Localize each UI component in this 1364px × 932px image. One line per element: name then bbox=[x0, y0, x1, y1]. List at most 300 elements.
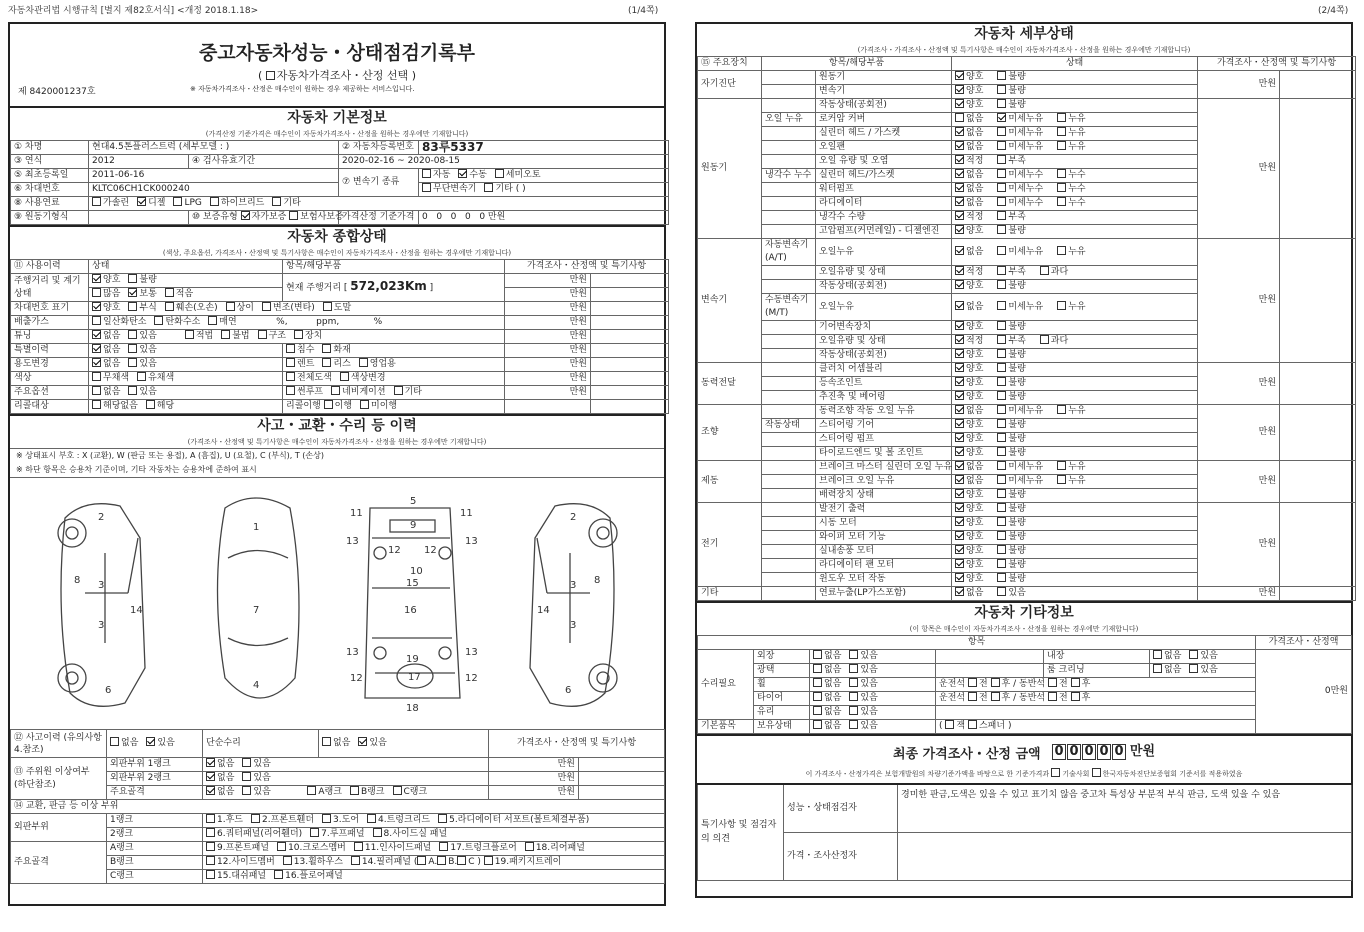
status-checkbox[interactable] bbox=[955, 363, 964, 372]
gas-co-checkbox[interactable] bbox=[92, 316, 101, 325]
detail-row bbox=[698, 71, 1356, 85]
frame-b-checkbox[interactable] bbox=[350, 786, 359, 795]
trans-cvt-checkbox[interactable] bbox=[422, 183, 431, 192]
status-checkbox[interactable] bbox=[1057, 475, 1066, 484]
part-13-checkbox[interactable] bbox=[283, 856, 292, 865]
vin: KLTC06CH1CK000240 bbox=[89, 183, 339, 197]
doc-subtitle: ( 자동차가격조사・산정 선택 ) bbox=[258, 69, 416, 82]
status-label: 미세누유 bbox=[1008, 142, 1044, 152]
part-label-2: 2 bbox=[98, 512, 105, 523]
status-checkbox[interactable] bbox=[1057, 183, 1066, 192]
status-label: 없음 bbox=[966, 476, 984, 486]
tire-driver-rear-checkbox[interactable] bbox=[991, 692, 1000, 701]
status-checkbox[interactable] bbox=[955, 321, 964, 330]
recall-notdone-checkbox[interactable] bbox=[360, 400, 369, 409]
status-checkbox[interactable] bbox=[997, 113, 1006, 122]
status-checkbox[interactable] bbox=[955, 280, 964, 289]
status-label: 양호 bbox=[966, 86, 984, 96]
trans-auto-checkbox[interactable] bbox=[422, 169, 431, 178]
status-checkbox[interactable] bbox=[997, 419, 1006, 428]
frame-a-parts: 9.프론트패널 10.크로스멤버 11.인사이드패널 17.트렁크플로어 18.리어패널 bbox=[203, 842, 665, 856]
wheel-pass-rear-checkbox[interactable] bbox=[1071, 678, 1080, 687]
status-checkbox[interactable] bbox=[997, 169, 1006, 178]
status-label: 미세누유 bbox=[1008, 462, 1044, 472]
status-checkbox[interactable] bbox=[997, 461, 1006, 470]
status-checkbox[interactable] bbox=[1057, 301, 1066, 310]
part-15-checkbox[interactable] bbox=[206, 870, 215, 879]
status-checkbox[interactable] bbox=[955, 197, 964, 206]
status-label: 미세누유 bbox=[1008, 128, 1044, 138]
part-17-checkbox[interactable] bbox=[439, 842, 448, 851]
accident-yes-checkbox[interactable] bbox=[146, 737, 155, 746]
status-checkbox[interactable] bbox=[997, 183, 1006, 192]
exterior-none-checkbox[interactable] bbox=[813, 650, 822, 659]
std-engineer-checkbox[interactable] bbox=[1051, 768, 1060, 777]
status-label: 누수 bbox=[1068, 198, 1086, 208]
status-checkbox[interactable] bbox=[955, 545, 964, 554]
option-navi-checkbox[interactable] bbox=[331, 386, 340, 395]
interior-yes-checkbox[interactable] bbox=[1189, 650, 1198, 659]
wheel-none-checkbox[interactable] bbox=[813, 678, 822, 687]
color-full-paint-checkbox[interactable] bbox=[286, 372, 295, 381]
frame-none-checkbox[interactable] bbox=[206, 786, 215, 795]
status-label: 양호 bbox=[966, 378, 984, 388]
tire-driver-front-checkbox[interactable] bbox=[968, 692, 977, 701]
outer2-none-checkbox[interactable] bbox=[206, 772, 215, 781]
gloss-yes-checkbox[interactable] bbox=[849, 664, 858, 673]
detail-subgroup bbox=[762, 587, 816, 601]
simple-none-checkbox[interactable] bbox=[322, 737, 331, 746]
part-label-13b-r: 13 bbox=[465, 647, 478, 658]
detail-subgroup: 수동변속기 (M/T) bbox=[762, 294, 816, 321]
detail-subgroup bbox=[762, 71, 816, 85]
status-checkbox[interactable] bbox=[997, 559, 1006, 568]
color-achromatic-checkbox[interactable] bbox=[92, 372, 101, 381]
detail-group-label: 제동 bbox=[698, 461, 762, 503]
status-checkbox[interactable] bbox=[997, 211, 1006, 220]
status-label: 양호 bbox=[966, 518, 984, 528]
part-1-checkbox[interactable] bbox=[206, 814, 215, 823]
tire-none-checkbox[interactable] bbox=[813, 692, 822, 701]
tire-yes-checkbox[interactable] bbox=[849, 692, 858, 701]
warranty-insurance-checkbox[interactable] bbox=[289, 211, 298, 220]
part-label-3b-r: 3 bbox=[570, 620, 577, 631]
recall-done-checkbox[interactable] bbox=[324, 400, 333, 409]
status-checkbox[interactable] bbox=[997, 405, 1006, 414]
vin-painted-checkbox[interactable] bbox=[323, 302, 332, 311]
trans-semi-checkbox[interactable] bbox=[495, 169, 504, 178]
tool-spanner-checkbox[interactable] bbox=[968, 720, 977, 729]
status-checkbox[interactable] bbox=[955, 141, 964, 150]
status-checkbox[interactable] bbox=[955, 169, 964, 178]
status-checkbox[interactable] bbox=[997, 573, 1006, 582]
tuning-legal-checkbox[interactable] bbox=[185, 330, 194, 339]
status-checkbox[interactable] bbox=[955, 475, 964, 484]
gas-hc-checkbox[interactable] bbox=[154, 316, 163, 325]
option-other-checkbox[interactable] bbox=[394, 386, 403, 395]
simple-yes-checkbox[interactable] bbox=[358, 737, 367, 746]
status-checkbox[interactable] bbox=[955, 531, 964, 540]
status-checkbox[interactable] bbox=[955, 377, 964, 386]
status-checkbox[interactable] bbox=[1057, 141, 1066, 150]
part-8-checkbox[interactable] bbox=[373, 828, 382, 837]
status-checkbox[interactable] bbox=[955, 405, 964, 414]
detail-price: 만원 bbox=[1198, 71, 1280, 99]
detail-remark bbox=[1280, 363, 1356, 405]
first-registration: 2011-06-16 bbox=[89, 169, 339, 183]
status-label: 부족 bbox=[1008, 212, 1026, 222]
detail-item: 기어변속장치 bbox=[816, 321, 952, 335]
part-label-2-r: 2 bbox=[570, 512, 577, 523]
mileage-readout: 현재 주행거리 [ 572,023Km ] bbox=[283, 274, 505, 302]
status-checkbox[interactable] bbox=[955, 587, 964, 596]
vin-altered-checkbox[interactable] bbox=[262, 302, 271, 311]
part-6-checkbox[interactable] bbox=[206, 828, 215, 837]
detail-status bbox=[952, 141, 1198, 155]
status-checkbox[interactable] bbox=[997, 321, 1006, 330]
part-18-checkbox[interactable] bbox=[525, 842, 534, 851]
status-label: 있음 bbox=[1008, 588, 1026, 598]
status-checkbox[interactable] bbox=[955, 503, 964, 512]
frame-c-checkbox[interactable] bbox=[393, 786, 402, 795]
wheel-pass-front-checkbox[interactable] bbox=[1048, 678, 1057, 687]
recall-applicable-checkbox[interactable] bbox=[146, 400, 155, 409]
status-checkbox[interactable] bbox=[955, 85, 964, 94]
mileage-low-checkbox[interactable] bbox=[165, 288, 174, 297]
detail-status bbox=[952, 127, 1198, 141]
status-label: 없음 bbox=[966, 114, 984, 124]
detail-status bbox=[952, 197, 1198, 211]
status-checkbox[interactable] bbox=[955, 266, 964, 275]
page-number-2: (2/4쪽) bbox=[1318, 6, 1349, 16]
part-3-checkbox[interactable] bbox=[322, 814, 331, 823]
status-label: 양호 bbox=[966, 574, 984, 584]
status-checkbox[interactable] bbox=[997, 246, 1006, 255]
status-checkbox[interactable] bbox=[997, 517, 1006, 526]
vin-corrode-checkbox[interactable] bbox=[128, 302, 137, 311]
use-lease-checkbox[interactable] bbox=[322, 358, 331, 367]
wheel-yes-checkbox[interactable] bbox=[849, 678, 858, 687]
status-checkbox[interactable] bbox=[955, 211, 964, 220]
status-checkbox[interactable] bbox=[955, 559, 964, 568]
pillar-b-checkbox[interactable] bbox=[437, 856, 446, 865]
status-checkbox[interactable] bbox=[1040, 266, 1049, 275]
tuning-struct-checkbox[interactable] bbox=[258, 330, 267, 339]
option-none-checkbox[interactable] bbox=[92, 386, 101, 395]
status-checkbox[interactable] bbox=[1040, 335, 1049, 344]
option-sunroof-checkbox[interactable] bbox=[286, 386, 295, 395]
status-checkbox[interactable] bbox=[955, 335, 964, 344]
left-rear-wheel bbox=[58, 664, 86, 692]
std-assoc-checkbox[interactable] bbox=[1092, 768, 1101, 777]
status-checkbox[interactable] bbox=[997, 363, 1006, 372]
option-yes-checkbox[interactable] bbox=[128, 386, 137, 395]
outer1-yes-checkbox[interactable] bbox=[242, 758, 251, 767]
outer1-none-checkbox[interactable] bbox=[206, 758, 215, 767]
color-chromatic-checkbox[interactable] bbox=[137, 372, 146, 381]
vin-damaged-checkbox[interactable] bbox=[165, 302, 174, 311]
detail-item: 스티어링 펌프 bbox=[816, 433, 952, 447]
status-checkbox[interactable] bbox=[997, 197, 1006, 206]
frame-a-checkbox[interactable] bbox=[307, 786, 316, 795]
part-10-checkbox[interactable] bbox=[277, 842, 286, 851]
detail-subgroup bbox=[762, 197, 816, 211]
detail-subgroup bbox=[762, 475, 816, 489]
status-checkbox[interactable] bbox=[997, 433, 1006, 442]
status-checkbox[interactable] bbox=[955, 127, 964, 136]
price-check-checkbox[interactable] bbox=[266, 71, 275, 80]
pillar-c-checkbox[interactable] bbox=[457, 856, 466, 865]
detail-subgroup bbox=[762, 559, 816, 573]
status-checkbox[interactable] bbox=[997, 71, 1006, 80]
other-section: 자동차 기타정보 (이 항목은 매수인이 자동차가격조사・산정을 원하는 경우에만 기재합니다) bbox=[697, 601, 1351, 635]
tool-none-checkbox[interactable] bbox=[813, 720, 822, 729]
status-checkbox[interactable] bbox=[997, 447, 1006, 456]
status-label: 없음 bbox=[966, 184, 984, 194]
special-flood-checkbox[interactable] bbox=[286, 344, 295, 353]
status-checkbox[interactable] bbox=[997, 531, 1006, 540]
detail-price: 만원 bbox=[1198, 239, 1280, 363]
status-checkbox[interactable] bbox=[955, 99, 964, 108]
status-checkbox[interactable] bbox=[955, 183, 964, 192]
detail-subgroup bbox=[762, 183, 816, 197]
detail-remark bbox=[1280, 587, 1356, 601]
status-checkbox[interactable] bbox=[1057, 246, 1066, 255]
part-label-14-r: 14 bbox=[537, 605, 550, 616]
use-yes-checkbox[interactable] bbox=[128, 358, 137, 367]
tuning-yes-checkbox[interactable] bbox=[128, 330, 137, 339]
status-label: 없음 bbox=[966, 406, 984, 416]
special-yes-checkbox[interactable] bbox=[128, 344, 137, 353]
part-label-1: 1 bbox=[253, 522, 260, 533]
detail-status bbox=[952, 461, 1198, 475]
detail-item: 작동상태(공회전) bbox=[816, 280, 952, 294]
status-label: 양호 bbox=[966, 392, 984, 402]
status-checkbox[interactable] bbox=[955, 447, 964, 456]
frame-yes-checkbox[interactable] bbox=[242, 786, 251, 795]
detail-subgroup bbox=[762, 573, 816, 587]
detail-subgroup bbox=[762, 225, 816, 239]
status-checkbox[interactable] bbox=[997, 99, 1006, 108]
detail-remark bbox=[1280, 71, 1356, 99]
status-label: 미세누유 bbox=[1008, 476, 1044, 486]
trans-options-1: 자동 수동 세미오토 bbox=[419, 169, 669, 183]
detail-item: 추진축 및 베어링 bbox=[816, 391, 952, 405]
fuel-diesel-checkbox[interactable] bbox=[137, 197, 146, 206]
detail-item: 워터펌프 bbox=[816, 183, 952, 197]
status-checkbox[interactable] bbox=[955, 113, 964, 122]
status-checkbox[interactable] bbox=[997, 391, 1006, 400]
special-none-checkbox[interactable] bbox=[92, 344, 101, 353]
detail-subgroup bbox=[762, 99, 816, 113]
status-label: 없음 bbox=[966, 128, 984, 138]
mileage-good-checkbox[interactable] bbox=[92, 274, 101, 283]
tuning-device-checkbox[interactable] bbox=[294, 330, 303, 339]
status-checkbox[interactable] bbox=[955, 517, 964, 526]
outer2-parts: 6.쿼터패널(리어휀더) 7.루프패널 8.사이드실 패널 bbox=[203, 828, 665, 842]
detail-subgroup bbox=[762, 447, 816, 461]
detail-subgroup bbox=[762, 349, 816, 363]
color-change-checkbox[interactable] bbox=[340, 372, 349, 381]
gas-smoke-checkbox[interactable] bbox=[208, 316, 217, 325]
status-checkbox[interactable] bbox=[955, 489, 964, 498]
warranty-self-checkbox[interactable] bbox=[241, 211, 250, 220]
status-checkbox[interactable] bbox=[997, 225, 1006, 234]
detail-row bbox=[698, 405, 1356, 419]
detail-item: 실린더 헤드/가스켓 bbox=[816, 169, 952, 183]
mileage-bad-checkbox[interactable] bbox=[128, 274, 137, 283]
detail-item: 연료누출(LP가스포함) bbox=[816, 587, 952, 601]
accident-none-checkbox[interactable] bbox=[110, 737, 119, 746]
status-checkbox[interactable] bbox=[997, 127, 1006, 136]
detail-item: 타이로드엔드 및 볼 조인트 bbox=[816, 447, 952, 461]
glass-yes-checkbox[interactable] bbox=[849, 706, 858, 715]
status-checkbox[interactable] bbox=[955, 301, 964, 310]
status-label: 불량 bbox=[1008, 100, 1026, 110]
status-checkbox[interactable] bbox=[997, 141, 1006, 150]
special-fire-checkbox[interactable] bbox=[322, 344, 331, 353]
status-checkbox[interactable] bbox=[997, 489, 1006, 498]
recall-na-checkbox[interactable] bbox=[92, 400, 101, 409]
status-checkbox[interactable] bbox=[1057, 461, 1066, 470]
detail-remark bbox=[1280, 503, 1356, 587]
exterior-yes-checkbox[interactable] bbox=[849, 650, 858, 659]
status-checkbox[interactable] bbox=[1057, 197, 1066, 206]
status-label: 불량 bbox=[1008, 490, 1026, 500]
part-label-11-l: 11 bbox=[350, 508, 363, 519]
detail-subgroup bbox=[762, 211, 816, 225]
detail-subgroup bbox=[762, 531, 816, 545]
part-4-checkbox[interactable] bbox=[367, 814, 376, 823]
detail-subgroup bbox=[762, 280, 816, 294]
detail-subgroup bbox=[762, 461, 816, 475]
part-2-checkbox[interactable] bbox=[251, 814, 260, 823]
clean-yes-checkbox[interactable] bbox=[1189, 664, 1198, 673]
status-checkbox[interactable] bbox=[1057, 405, 1066, 414]
status-checkbox[interactable] bbox=[955, 573, 964, 582]
status-checkbox[interactable] bbox=[955, 246, 964, 255]
accident-section: 사고・교환・수리 등 이력 (가격조사・산정액 및 특기사항은 매수인이 자동차가격조사・산정을 원하는 경우에만 기재합니다) bbox=[10, 414, 664, 448]
status-checkbox[interactable] bbox=[997, 587, 1006, 596]
status-checkbox[interactable] bbox=[997, 85, 1006, 94]
detail-group-label: 변속기 bbox=[698, 239, 762, 363]
part-5-checkbox[interactable] bbox=[438, 814, 447, 823]
pillar-a-checkbox[interactable] bbox=[417, 856, 426, 865]
vin-good-checkbox[interactable] bbox=[92, 302, 101, 311]
detail-item: 라디에이터 bbox=[816, 197, 952, 211]
clean-none-checkbox[interactable] bbox=[1153, 664, 1162, 673]
detail-status bbox=[952, 433, 1198, 447]
fuel-gasoline-checkbox[interactable] bbox=[92, 197, 101, 206]
status-checkbox[interactable] bbox=[955, 461, 964, 470]
fuel-lpg-checkbox[interactable] bbox=[173, 197, 182, 206]
wheel-driver-front-checkbox[interactable] bbox=[968, 678, 977, 687]
status-checkbox[interactable] bbox=[997, 377, 1006, 386]
part-7-checkbox[interactable] bbox=[310, 828, 319, 837]
status-checkbox[interactable] bbox=[997, 335, 1006, 344]
tool-jack-checkbox[interactable] bbox=[945, 720, 954, 729]
status-label: 불량 bbox=[1008, 350, 1026, 360]
basic-info-table: ① 차명 현대4.5톤플러스트럭 (세부모델 : ) ② 자동차등록번호 83루5337 ③ 연식 2012 ④ 검사유효기간 2020-02-16 ~ 2020-08-15 ⑤ 최초등록일 2011-06-16 ⑦ 변속기 종류 자동 수동 세미오토 ⑥ 차대번호 KLTC06CH1CK000240 무단변속기 기타 ( ) ⑧ 사용연료 가솔린 디젤 LPG 하이브리드 기타 ⑨ 원동기형식 ⑩ 보증유형 자가보증 보험사보증 가격산정 기준가격 0 0 0 0 0 만원 bbox=[10, 140, 669, 225]
part-label-12-r: 12 bbox=[424, 545, 437, 556]
status-checkbox[interactable] bbox=[997, 545, 1006, 554]
part-16-checkbox[interactable] bbox=[274, 870, 283, 879]
fuel-other-checkbox[interactable] bbox=[272, 197, 281, 206]
detail-item: 작동상태(공회전) bbox=[816, 349, 952, 363]
detail-item: 작동상태(공회전) bbox=[816, 99, 952, 113]
fuel-hybrid-checkbox[interactable] bbox=[210, 197, 219, 206]
detail-remark bbox=[1280, 461, 1356, 503]
status-label: 누유 bbox=[1068, 406, 1086, 416]
part-11-checkbox[interactable] bbox=[354, 842, 363, 851]
mileage-high-checkbox[interactable] bbox=[92, 288, 101, 297]
status-checkbox[interactable] bbox=[955, 419, 964, 428]
mileage-normal-checkbox[interactable] bbox=[128, 288, 137, 297]
vin-different-checkbox[interactable] bbox=[226, 302, 235, 311]
status-checkbox[interactable] bbox=[955, 225, 964, 234]
trans-other-checkbox[interactable] bbox=[484, 183, 493, 192]
detail-status bbox=[952, 531, 1198, 545]
status-label: 불량 bbox=[1008, 574, 1026, 584]
status-checkbox[interactable] bbox=[1057, 127, 1066, 136]
interior-none-checkbox[interactable] bbox=[1153, 650, 1162, 659]
detail-status bbox=[952, 155, 1198, 169]
part-19-checkbox[interactable] bbox=[484, 856, 493, 865]
detail-status bbox=[952, 85, 1198, 99]
tool-yes-checkbox[interactable] bbox=[849, 720, 858, 729]
status-checkbox[interactable] bbox=[955, 433, 964, 442]
trans-manual-checkbox[interactable] bbox=[458, 169, 467, 178]
status-checkbox[interactable] bbox=[955, 349, 964, 358]
part-9-checkbox[interactable] bbox=[206, 842, 215, 851]
part-12-checkbox[interactable] bbox=[206, 856, 215, 865]
page-1: 중고자동차성능・상태점검기록부 ( 자동차가격조사・산정 선택 ) 제 8420001237호 ※ 자동차가격조사・산정은 매수인이 원하는 경우 제공하는 서비스입니다. 자동차 기본정보 (가격산정 기준가격은 매수인이 자동차가격조사・산정을 원하는 경우에만 기재합니다) ① 차명 현대4.5톤플러스트럭 (세부모델 : ) ② 자동차등록번호 83루5337 ③ 연식 2012 ④ 검사유효기간 2020-02-16 ~ 2020-08-15 ⑤ 최초등록일 2011-06-16 ⑦ 변속기 종류 자동 수동 세미오토 ⑥ 차대번호 KLTC06CH1CK000240 무단변속기 기타 ( ) ⑧ 사용연료 가솔린 디젤 LPG 하이브리드 기타 ⑨ 원동기형식 ⑩ 보증유형 자가보증 보험사보증 가격산정 기준가격 0 0 0 0 0 만원 자동차 종합상태 (색상, 주요옵션, 가격조사・산정액 및 특기사항은 매수인이 자동차가격조사・산정을 원하는 경우에만 기재합니다) ⑪ 사용이력 상태 항목/해당부품 가격조사・산정액 및 특기사항 주행거리 및 계기상태 양호 불량 현재 주행거리 [ 572,023Km ] 만원 많음 보통 적음 만원 차대번호 표기 양호 부식 훼손(오손) 상이 변조(변타) 도말 만원 배출가스 일산화탄소 탄화수소 매연 %, ppm, % 만원 튜닝 없음 있음 적법 불법 구조 장치 만원 특별이력 없음 있음 침수 화재 만원 용도변경 없음 있음 렌트 리스 영업용 만원 색상 무채색 유채색 전체도색 색상변경 만원 주요옵션 없음 있음 썬루프 네비게이션 기타 만원 리콜대상 해당없음 해당 리콜이행 이행 미이행 사고・교환・수리 등 이력 (가격조사・산정액 및 특기사항은 매수인이 자동차가격조사・산정을 원하는 경우에만 기재합니다) ※ 상태표시 부호 : X (교환), W (판금 또는 용접), A (흠집), U (요철), C (부식), T (손상) ※ 하단 항목은 승용차 기준이며, 기타 자동차는 승용차에 준하여 표시 2 8 3 14 3 6 1 7 4 5 9 11 11 13 13 12 12 10 15 16 19 17 18 13 13 12 12 2 8 3 14 3 6 ⑫ 사고이력 (유의사항 4.참조) 없음 있음 단순수리 없음 있음 가격조사・산정액 및 특기사항 ⑬ 주위원 이상여부 (하단참조) 외판부위 1랭크 없음 있음 만원 외판부위 2랭크 없음 있음 만원 주요골격 없음 있음 A랭크 B랭크 C랭크 만원 ⑭ 교환, 판금 등 이상 부위 외판부위 1랭크 1.후드 2.프론트휀더 3.도어 4.트렁크리드 5.라디에이터 서포트(볼트체결부품) 2랭크 6.쿼터패널(리어휀더) 7.루프패널 8.사이드실 패널 주요골격 A랭크 9.프론트패널 10.크로스멤버 11.인사이드패널 17.트렁크플로어 18.리어패널 B랭크 12.사이드멤버 13.휠하우스 14.필러패널 ( A. B. C ) 19.패키지트레이 C랭크 15.대쉬패널 16.플로어패널 bbox=[8, 22, 666, 906]
status-checkbox[interactable] bbox=[955, 71, 964, 80]
part-label-9: 9 bbox=[410, 520, 417, 531]
use-business-checkbox[interactable] bbox=[359, 358, 368, 367]
part-14-checkbox[interactable] bbox=[351, 856, 360, 865]
tuning-none-checkbox[interactable] bbox=[92, 330, 101, 339]
status-checkbox[interactable] bbox=[1057, 169, 1066, 178]
status-checkbox[interactable] bbox=[997, 503, 1006, 512]
status-checkbox[interactable] bbox=[997, 349, 1006, 358]
status-checkbox[interactable] bbox=[1057, 113, 1066, 122]
final-note: 이 가격조사・산정가격은 보험개발원의 차량기준가액을 바탕으로 한 기준가격과 기술사회 한국자동차진단보증협회 기준서를 적용하였음 bbox=[805, 770, 1243, 778]
outer2-yes-checkbox[interactable] bbox=[242, 772, 251, 781]
status-checkbox[interactable] bbox=[997, 155, 1006, 164]
glass-none-checkbox[interactable] bbox=[813, 706, 822, 715]
status-label: 누수 bbox=[1068, 184, 1086, 194]
use-rent-checkbox[interactable] bbox=[286, 358, 295, 367]
tire-pass-front-checkbox[interactable] bbox=[1048, 692, 1057, 701]
detail-price: 만원 bbox=[1198, 363, 1280, 405]
gloss-none-checkbox[interactable] bbox=[813, 664, 822, 673]
wheel-driver-rear-checkbox[interactable] bbox=[991, 678, 1000, 687]
status-checkbox[interactable] bbox=[997, 266, 1006, 275]
detail-group-label: 원동기 bbox=[698, 99, 762, 239]
tuning-illegal-checkbox[interactable] bbox=[221, 330, 230, 339]
use-none-checkbox[interactable] bbox=[92, 358, 101, 367]
tire-pass-rear-checkbox[interactable] bbox=[1071, 692, 1080, 701]
status-checkbox[interactable] bbox=[997, 280, 1006, 289]
status-checkbox[interactable] bbox=[997, 475, 1006, 484]
status-label: 불량 bbox=[1008, 86, 1026, 96]
status-checkbox[interactable] bbox=[997, 301, 1006, 310]
status-checkbox[interactable] bbox=[955, 391, 964, 400]
detail-subgroup: 자동변속기 (A/T) bbox=[762, 239, 816, 266]
detail-subgroup bbox=[762, 433, 816, 447]
status-checkbox[interactable] bbox=[955, 155, 964, 164]
